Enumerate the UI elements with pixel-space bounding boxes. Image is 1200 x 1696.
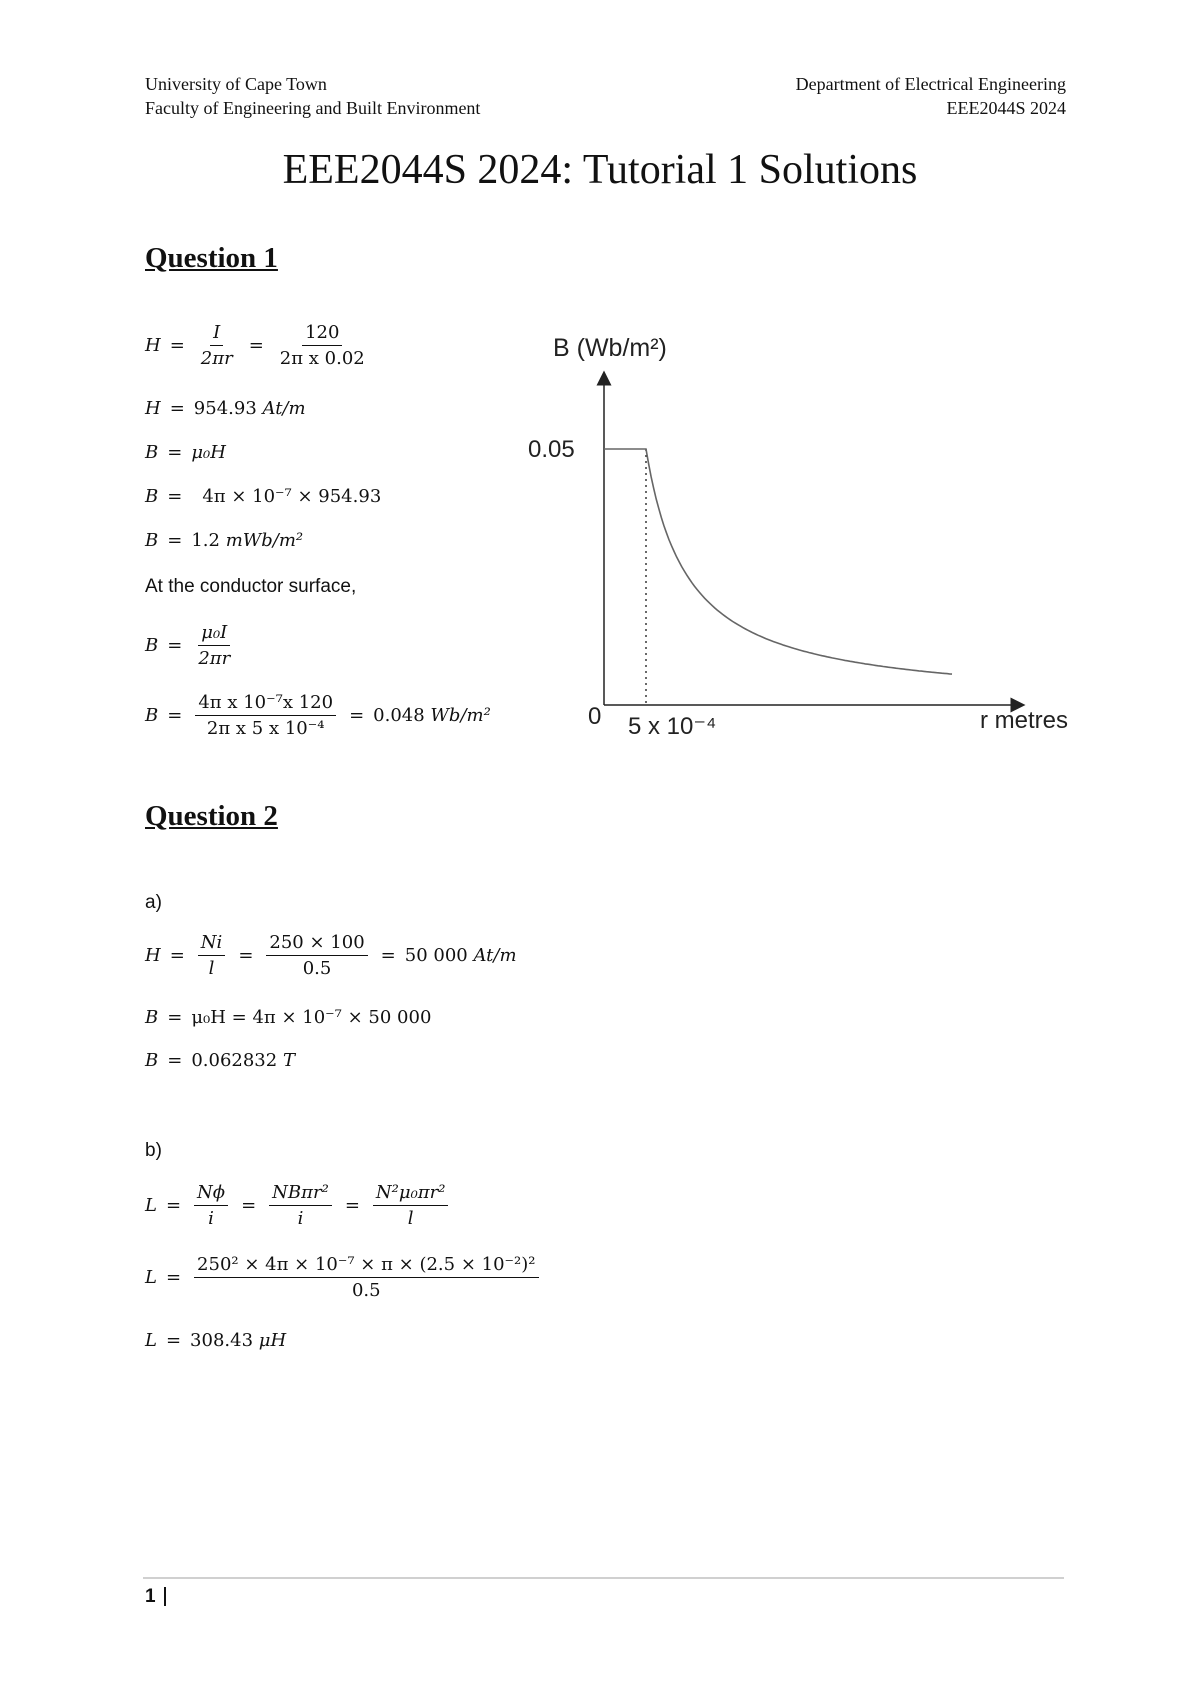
y-axis-label: B (Wb/m²) xyxy=(553,334,667,362)
q2-b-eq-l-sub: L = $\frac{\text{250² × 4π × 10⁻⁷ × π × (2.5 × 10⁻²)²}}{0.5}$ xyxy=(145,1254,543,1301)
q1-eq-b-result: B = 1.2 mWb/m² xyxy=(145,530,304,551)
q2-part-b-label: b) xyxy=(145,1140,162,1161)
course-code: EEE2044S 2024 xyxy=(946,98,1066,118)
page-number: 1 xyxy=(145,1586,166,1608)
q2-b-eq-l-result: L = 308.43 μH xyxy=(145,1330,287,1351)
q2-a-eq-b-result: B = 0.062832 T xyxy=(145,1050,295,1071)
q2-part-a-label: a) xyxy=(145,892,162,913)
q2-a-eq-b: B = μ₀H = 4π × 10⁻⁷ × 50 000 xyxy=(145,1007,432,1028)
q1-eq-b-surface: B = $\frac{\text{μ₀I}}{2\pi r}$ xyxy=(145,622,231,669)
q1-eq-b-sub: B = 4π × 10⁻⁷ × 954.93 xyxy=(145,486,382,507)
question-2-heading: Question 2 xyxy=(145,800,278,832)
university-name: University of Cape Town xyxy=(145,74,327,94)
x-axis-label: r metres xyxy=(980,707,1069,734)
b-curve xyxy=(604,449,952,674)
q2-a-eq-h: H = $\frac{Ni}{l}$ = $\frac{250 \times 100}{0.5}$ = 50 000 At/m xyxy=(145,932,517,979)
header-right xyxy=(796,72,1066,120)
q1-eq-h-value: H = 954.93 At/m xyxy=(145,398,306,419)
question-1-heading: Question 1 xyxy=(145,242,278,274)
x-tick-label: 5 x 10⁻⁴ xyxy=(628,713,717,740)
y-tick-label-zero: 0 xyxy=(588,703,602,730)
footer-divider xyxy=(143,1577,1064,1579)
y-tick-label-max: 0.05 xyxy=(528,436,575,463)
department-name: Department of Electrical Engineering xyxy=(795,74,1066,94)
b-field-chart xyxy=(520,320,1100,750)
q1-eq-h-formula: H = $\frac{I}{2\pi r}$ = $\frac{120}{\text{2π x 0.02}}$ xyxy=(145,322,365,369)
faculty-name: Faculty of Engineering and Built Environment xyxy=(145,98,481,118)
q1-eq-b-surface-value: B = $\frac{\text{4π x 10⁻⁷x 120}}{\text{2π x 5 x 10⁻⁴}}$ = 0.048 Wb/m² xyxy=(145,692,491,739)
document-title: EEE2044S 2024: Tutorial 1 Solutions xyxy=(282,147,918,193)
q1-eq-b-def: B = μ₀H xyxy=(145,442,226,463)
header-left xyxy=(145,72,480,120)
q1-note-conductor-surface: At the conductor surface, xyxy=(145,576,357,597)
q2-b-eq-l-def: L = $\frac{N\phi}{i}$ = $\frac{\text{NBπr²}}{i}$ = $\frac{\text{N²μ₀πr²}}{l}$ xyxy=(145,1182,452,1229)
